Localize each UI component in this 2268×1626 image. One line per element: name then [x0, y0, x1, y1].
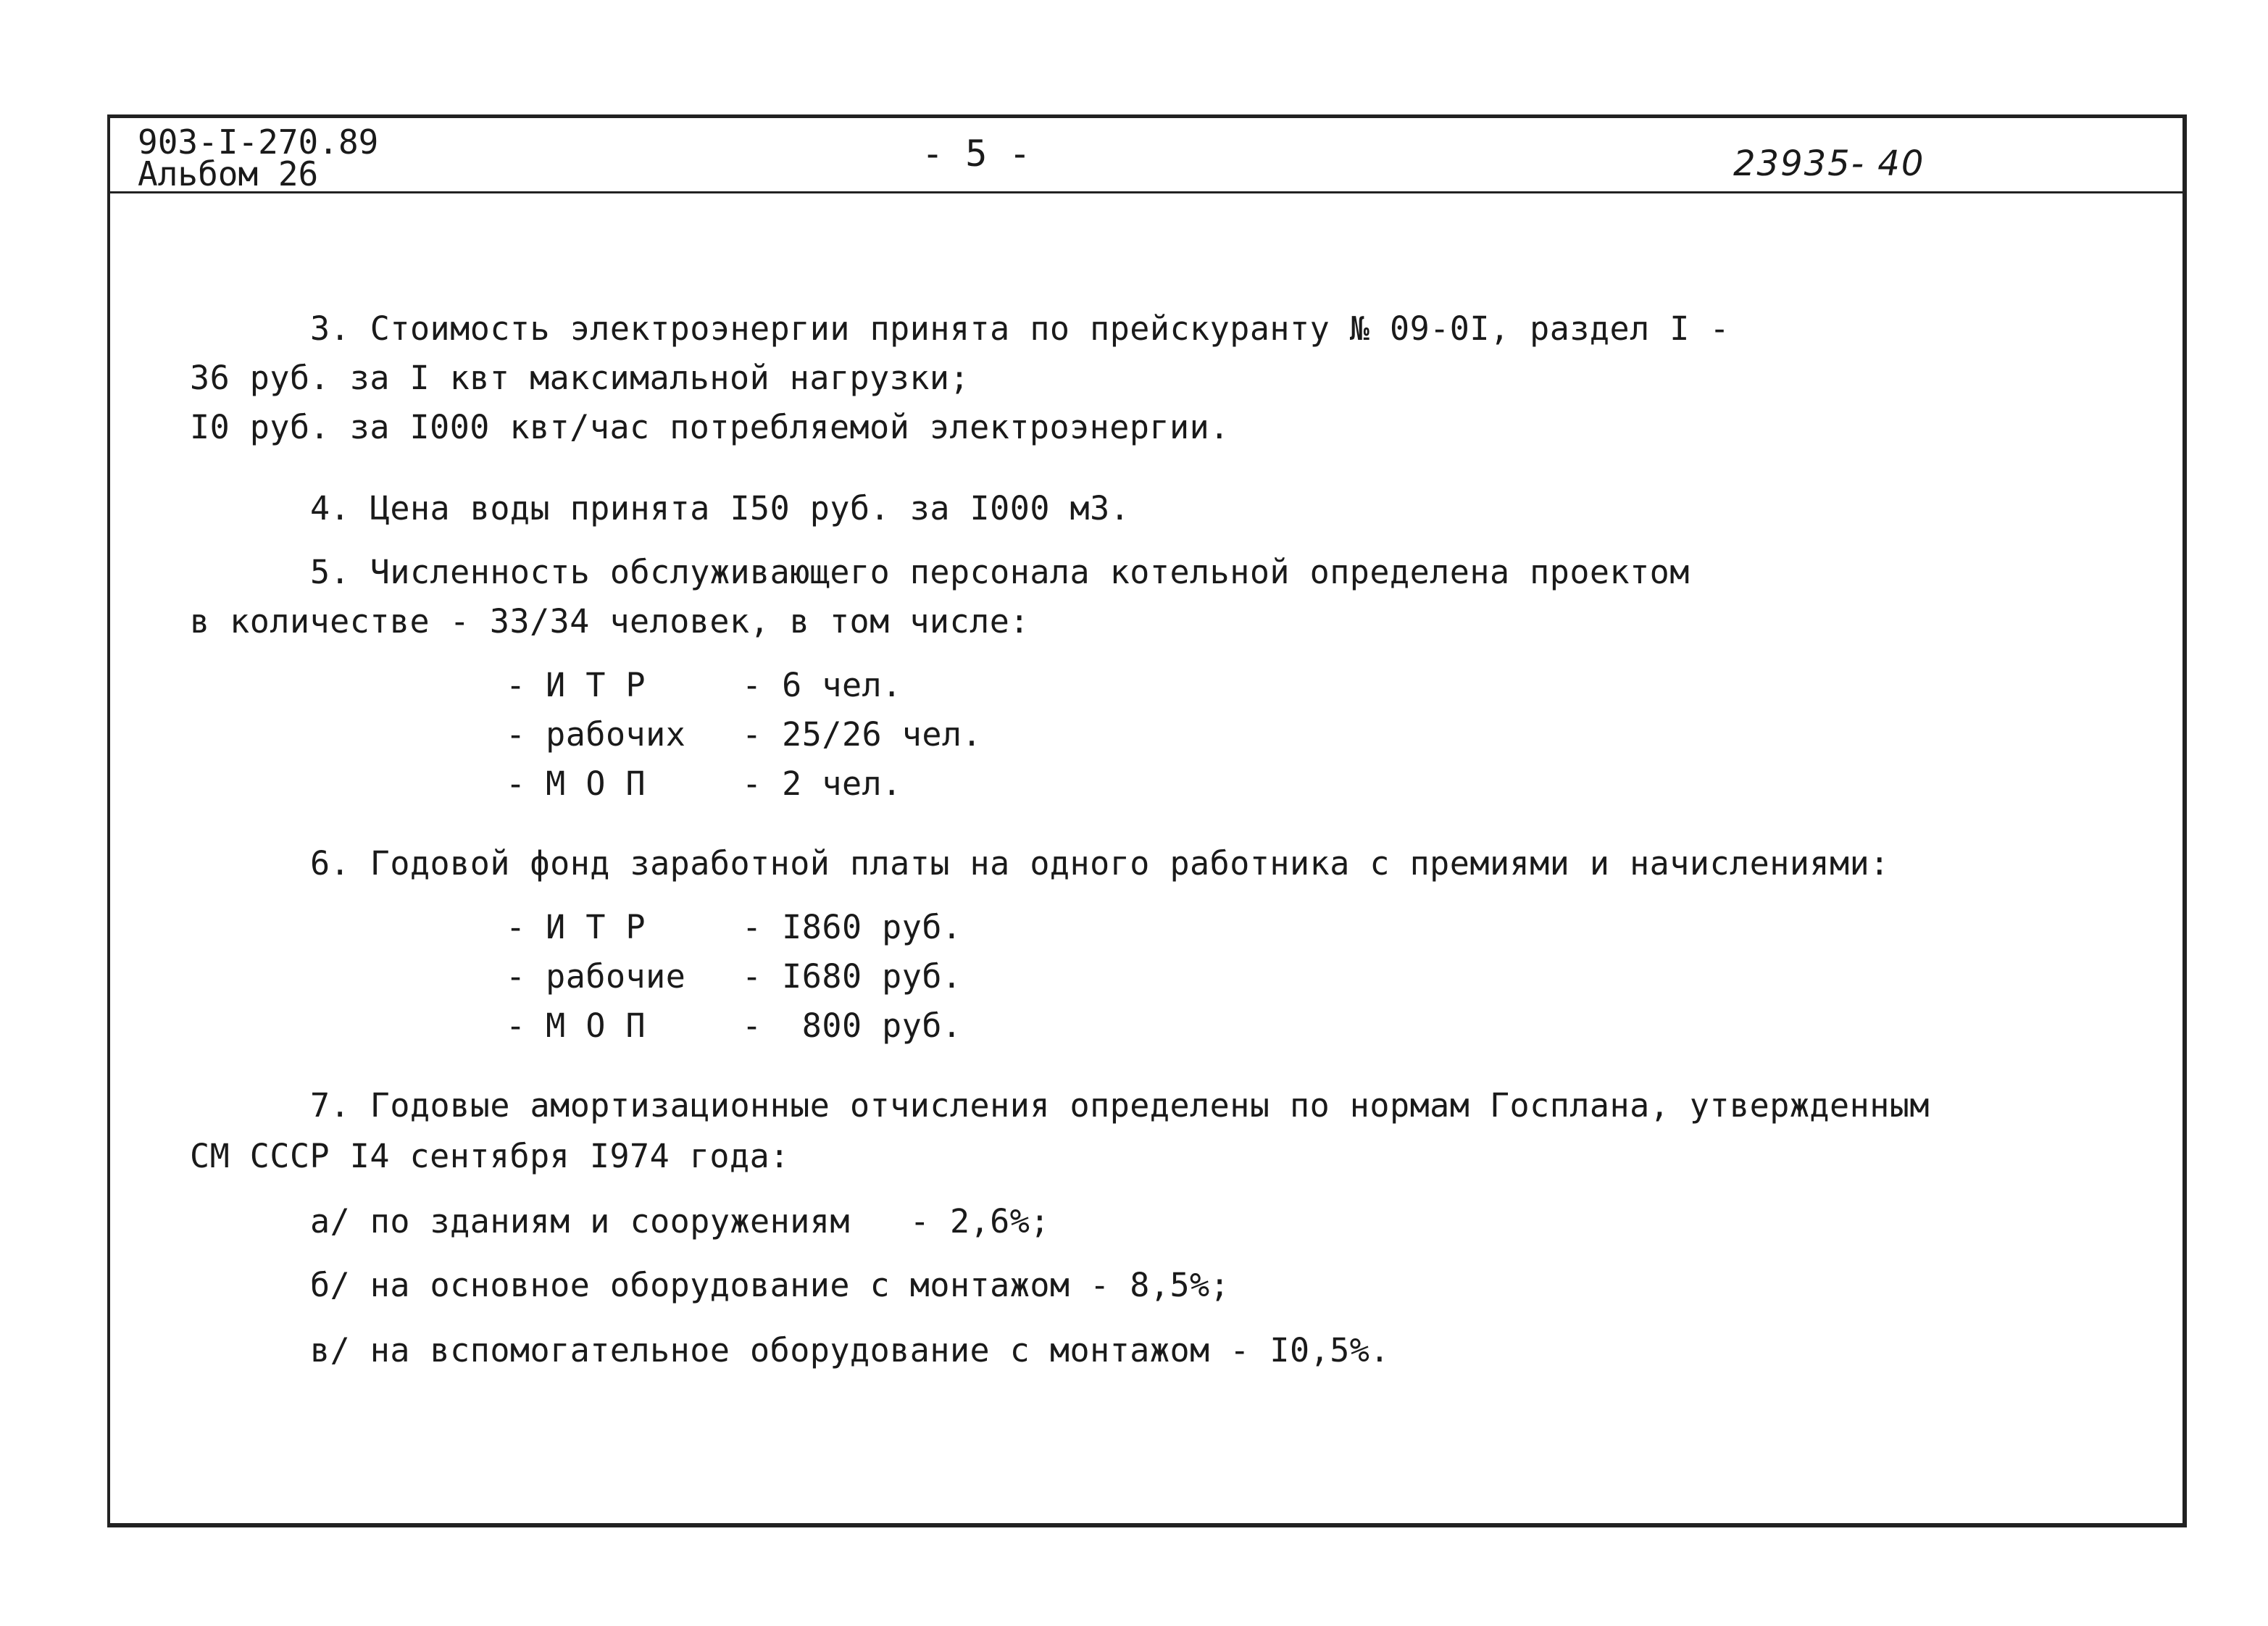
salary-label-mop: - М О П [506, 1006, 646, 1045]
header-divider [110, 191, 2182, 193]
staff-label-workers: - рабочих [506, 715, 686, 754]
paragraph-5-line-1: 5. Численность обслуживающего персонала котельной определена проектом [310, 553, 1690, 591]
paragraph-3-line-1: 3. Стоимость электроэнергии принята по прейскуранту № 09-0I, раздел I - [310, 309, 1730, 348]
staff-value-workers: - 25/26 чел. [742, 715, 983, 754]
paragraph-3-line-2: 36 руб. за I квт максимальной нагрузки; [190, 359, 970, 397]
paragraph-3-line-3: I0 руб. за I000 квт/час потребляемой электроэнергии. [190, 408, 1230, 446]
paragraph-7c: в/ на вспомогательное оборудование с монтажом - I0,5%. [310, 1331, 1390, 1369]
paragraph-7-line-2: СМ СССР I4 сентября I974 года: [190, 1137, 790, 1175]
paragraph-7a: а/ по зданиям и сооружениям - 2,6%; [310, 1202, 1050, 1241]
salary-label-workers: - рабочие [506, 957, 686, 996]
staff-value-itr: - 6 чел. [742, 666, 902, 704]
document-code: 903-I-270.89 [138, 122, 379, 162]
paragraph-7b: б/ на основное оборудование с монтажом - 8,5%; [310, 1266, 1230, 1304]
paragraph-5-line-2: в количестве - 33/34 человек, в том числе: [190, 602, 1030, 641]
salary-value-itr: - I860 руб. [742, 908, 962, 946]
album-label: Альбом 26 [138, 154, 319, 193]
salary-value-mop: - 800 руб. [742, 1006, 962, 1045]
page-number: - 5 - [922, 133, 1031, 175]
paragraph-6: 6. Годовой фонд заработной платы на одного работника с премиями и начислениями: [310, 844, 1890, 883]
salary-value-workers: - I680 руб. [742, 957, 962, 996]
staff-value-mop: - 2 чел. [742, 764, 902, 803]
salary-label-itr: - И Т Р [506, 908, 646, 946]
inventory-stamp: 23935- 40 [1733, 143, 1925, 184]
paragraph-4: 4. Цена воды принята I50 руб. за I000 м3. [310, 489, 1130, 528]
staff-label-itr: - И Т Р [506, 666, 646, 704]
paragraph-7-line-1: 7. Годовые амортизационные отчисления определены по нормам Госплана, утвержденным [310, 1086, 1930, 1125]
staff-label-mop: - М О П [506, 764, 646, 803]
